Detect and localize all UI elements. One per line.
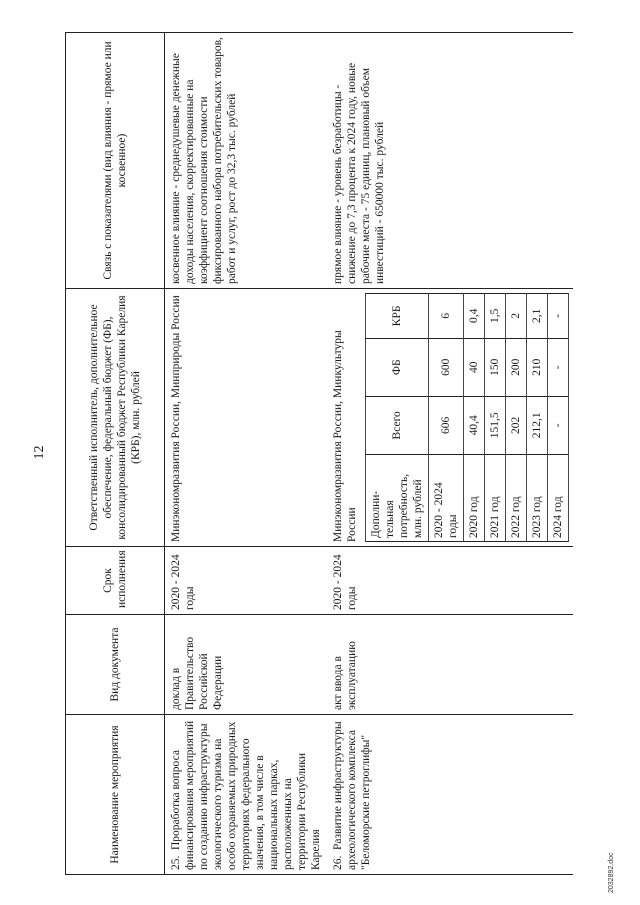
finance-period: 2022 год [506,454,527,541]
finance-total: 151,5 [485,396,506,454]
row-number: 26. [332,855,345,870]
row-name-cell [327,715,573,875]
header-document: Вид документа [66,615,165,715]
row-executor: Минэкономразвития России, Минприроды России [165,289,328,547]
page-number: 12 [32,445,47,460]
row-name: Развитие инфраструктуры археологического комплекса "Беломорские петроглифы" [332,721,373,870]
finance-header-row [366,294,429,542]
row-link: косвенное влияние - среднедушевые денежные доходы населения, скорректированные на коэффициент соотношения стоимости фиксированного набора потребительских товаров, работ и услуг, рост до 32,3 тыс. рублей [165,33,328,289]
finance-row [548,294,569,542]
table-row [165,33,328,875]
header-link: Связь с показателями (вид влияния - прямое или косвенное) [66,33,165,289]
finance-row [485,294,506,542]
finance-total: 40,4 [464,396,485,454]
finance-krb: 2,1 [527,294,548,339]
row-document: доклад в Правительство Российской Федерации [165,615,328,715]
finance-total: 212,1 [527,396,548,454]
finance-fb: 210 [527,338,548,396]
finance-header-krb: КРБ [366,294,429,339]
table-row [327,33,573,875]
table-header-row [66,33,165,875]
finance-row [506,294,527,542]
row-deadline: 2020 - 2024 годы [165,547,328,615]
finance-period: 2020 год [464,454,485,541]
row-name-cell [165,715,328,875]
finance-fb: 600 [429,338,464,396]
finance-period: 2023 год [527,454,548,541]
finance-table [365,293,569,542]
finance-total: 202 [506,396,527,454]
finance-krb: - [548,294,569,339]
finance-period: 2021 год [485,454,506,541]
finance-fb: - [548,338,569,396]
finance-row [527,294,548,542]
finance-fb: 40 [464,338,485,396]
header-executor: Ответственный исполнитель, дополнительное обеспечение, федеральный бюджет (ФБ), консолидированный бюджет Республики Карелия (КРБ), млн. рублей [66,289,165,547]
finance-header-need: Дополни-тельная потребность, млн. рублей [366,454,429,541]
row-deadline: 2020 - 2024 годы [327,547,573,615]
row-number: 25. [170,855,182,870]
finance-row [429,294,464,542]
finance-period: 2020 - 2024 годы [429,454,464,541]
header-name: Наименование мероприятия [66,715,165,875]
finance-krb: 6 [429,294,464,339]
finance-total: 606 [429,396,464,454]
finance-krb: 0,4 [464,294,485,339]
header-deadline: Срок исполнения [66,547,165,615]
finance-row [464,294,485,542]
finance-header-fb: ФБ [366,338,429,396]
row-link: прямое влияние - уровень безработицы - снижение до 7,3 процента к 2024 году, новые рабочие места - 75 единиц, плановый объем инвестиций - 650000 тыс. рублей [327,33,573,289]
row-executor: Минэкономразвития России, Минкультуры России [332,330,359,542]
finance-total: - [548,396,569,454]
finance-fb: 200 [506,338,527,396]
file-name-footer: 2032892.doc [608,852,615,893]
finance-krb: 1,5 [485,294,506,339]
finance-header-total: Всего [366,396,429,454]
row-executor-cell [327,289,573,547]
measures-table [65,32,573,875]
finance-period: 2024 год [548,454,569,541]
row-document: акт ввода в эксплуатацию [327,615,573,715]
finance-krb: 2 [506,294,527,339]
finance-fb: 150 [485,338,506,396]
row-name: Проработка вопроса финансирования мероприятий по созданию инфраструктуры экологического туризма на особо охраняемых природных территориях федерального значения, в том числе в национальных парках, расположенных на территории Республики Карелия [170,720,323,870]
